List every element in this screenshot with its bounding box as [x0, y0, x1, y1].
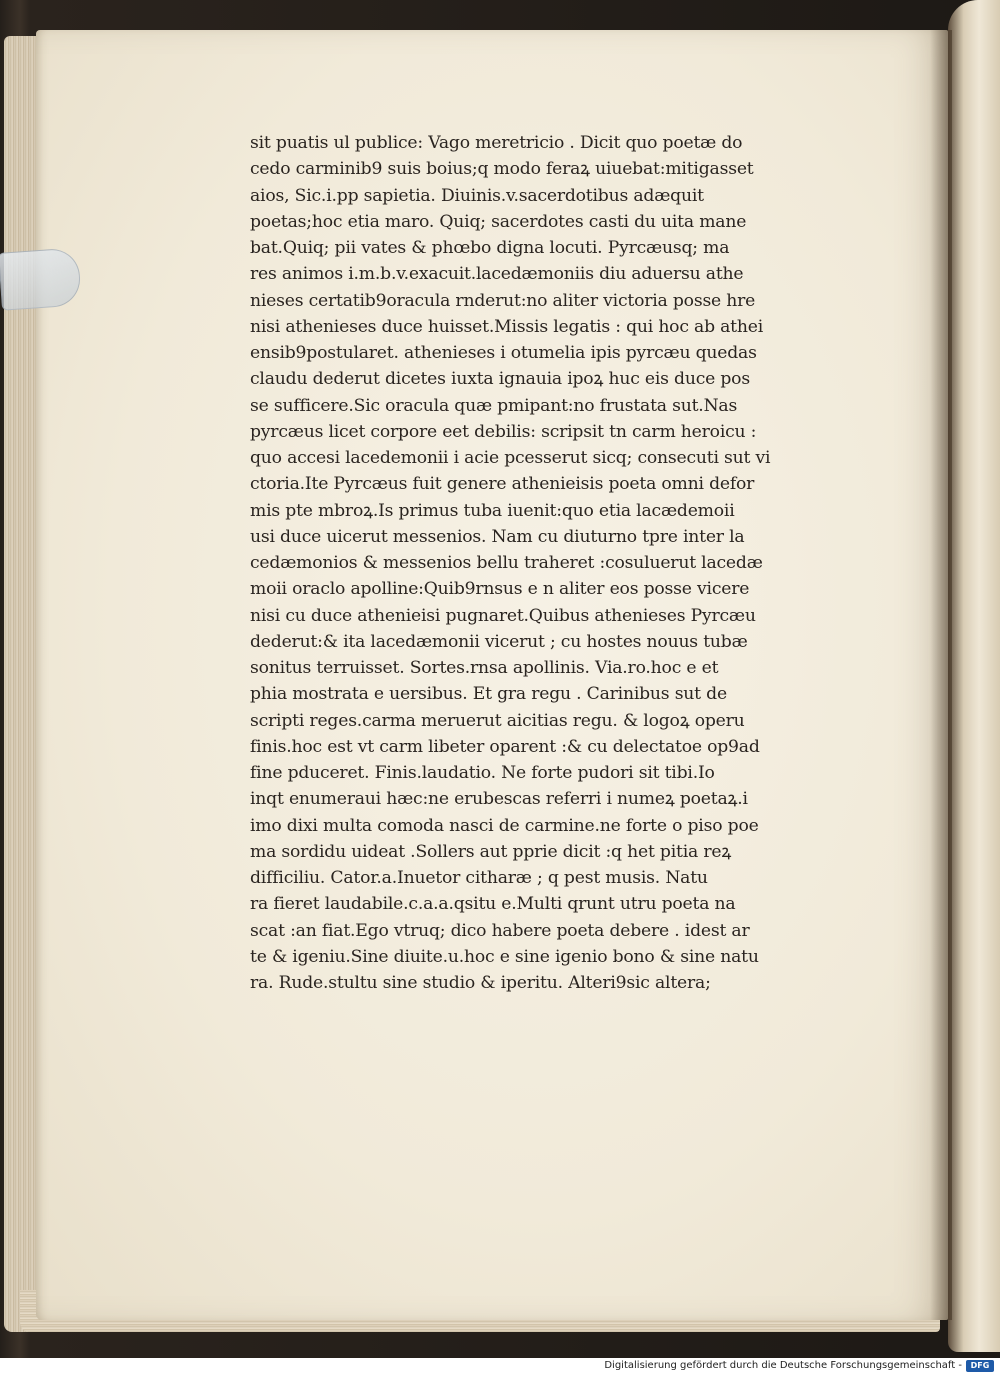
text-line: mis pte mbroꝝ.Is primus tuba iuenit:quo etia lacædemoii	[250, 500, 735, 521]
text-line: ensib9postularet. athenieses i otumelia ipis pyrcæu quedas	[250, 343, 757, 363]
text-line: difficiliu. Cator.a.Inuetor citharæ ; q pest musis. Natu	[250, 868, 708, 888]
text-line: sit puatis ul publice: Vago meretricio . Dicit quo poetæ do	[250, 133, 743, 153]
text-line: cedo carminib9 suis boius;q modo feraꝝ uiuebat:mitigasset	[250, 159, 754, 180]
text-line: quo accesi lacedemonii i acie pcesserut sicq; consecuti sut vi	[250, 448, 771, 468]
text-line: poetas;hoc etia maro. Quiq; sacerdotes casti du uita mane	[250, 211, 747, 232]
text-line: imo dixi multa comoda nasci de carmine.ne forte o piso poe	[250, 815, 759, 836]
text-line: scripti reges.carma meruerut aicitias regu. & logoꝝ operu	[250, 710, 745, 731]
text-line: se sufficere.Sic oracula quæ pmipant:no frustata sut.Nas	[250, 395, 738, 416]
page-stack-left	[4, 36, 38, 1332]
text-line: dederut:& ita lacedæmonii vicerut ; cu hostes nouus tubæ	[250, 631, 748, 652]
text-line: fine pduceret. Finis.laudatio. Ne forte pudori sit tibi.Io	[250, 763, 715, 783]
text-line: ra. Rude.stultu sine studio & iperitu. Alteri9sic altera;	[250, 973, 711, 993]
text-line: claudu dederut dicetes iuxta ignauia ipoꝝ huc eis duce pos	[250, 369, 750, 390]
spine-shadow	[930, 30, 952, 1320]
text-line: moii oraclo apolline:Quib9rnsus e n aliter eos posse vicere	[250, 579, 750, 600]
text-line: te & igeniu.Sine diuite.u.hoc e sine igenio bono & sine natu	[250, 946, 759, 967]
text-line: usi duce uicerut messenios. Nam cu diuturno tpre inter la	[250, 526, 745, 547]
text-line: bat.Quiq; pii vates & phœbo digna locuti. Pyrcæusq; ma	[250, 238, 730, 258]
text-line: sonitus terruisset. Sortes.rnsa apollinis. Via.ro.hoc e et	[250, 658, 719, 678]
incunable-text	[250, 130, 840, 996]
text-line: cedæmonios & messenios bellu traheret :cosuluerut lacedæ	[250, 553, 763, 573]
text-line: inqt enumeraui hæc:ne erubescas referri i numeꝝ poetaꝝ.i	[250, 789, 748, 810]
text-line: nieses certatib9oracula rnderut:no aliter victoria posse hre	[250, 290, 756, 311]
text-line: pyrcæus licet corpore eet debilis: scripsit tn carm heroicu :	[250, 421, 757, 442]
text-line: finis.hoc est vt carm libeter oparent :& cu delectatoe op9ad	[250, 736, 760, 757]
text-line: ra fieret laudabile.c.a.a.qsitu e.Multi qrunt utru poeta na	[250, 894, 736, 915]
text-line: res animos i.m.b.v.exacuit.lacedæmoniis diu aduersu athe	[250, 264, 744, 285]
dfg-logo: DFG	[966, 1360, 994, 1372]
text-line: ctoria.Ite Pyrcæus fuit genere athenieisis poeta omni defor	[250, 474, 755, 495]
text-line: aios, Sic.i.pp sapietia. Diuinis.v.sacerdotibus adæquit	[250, 185, 704, 206]
text-line: ma sordidu uideat .Sollers aut pprie dicit :q het pitia reꝝ	[250, 841, 732, 862]
text-line: scat :an fiat.Ego vtruq; dico habere poeta debere . idest ar	[250, 920, 750, 941]
funding-credit: Digitalisierung gefördert durch die Deutsche Forschungsgemeinschaft -	[604, 1360, 962, 1371]
text-line: nisi athenieses duce huisset.Missis legatis : qui hoc ab athei	[250, 316, 764, 337]
text-line: nisi cu duce athenieisi pugnaret.Quibus athenieses Pyrcæu	[250, 605, 756, 626]
text-line: phia mostrata e uersibus. Et gra regu . Carinibus sut de	[250, 684, 727, 705]
facing-page-edge	[948, 0, 1000, 1352]
